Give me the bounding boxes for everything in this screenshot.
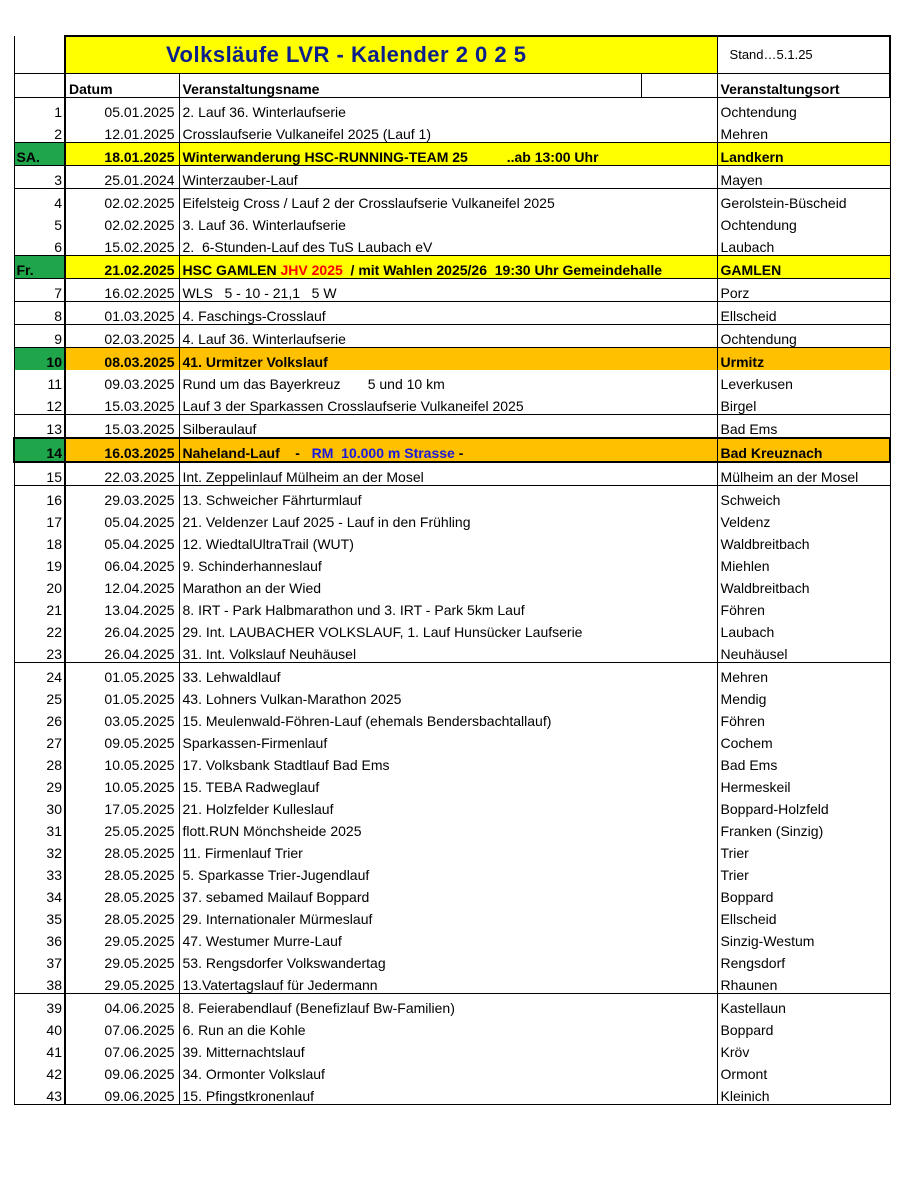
event-name: Crosslaufserie Vulkaneifel 2025 (Lauf 1) <box>179 120 641 143</box>
event-name: 3. Lauf 36. Winterlaufserie <box>182 217 346 233</box>
event-name: 39. Mitternachtslauf <box>182 1044 305 1060</box>
event-location: Ochtendung <box>717 98 890 121</box>
event-name <box>179 438 717 462</box>
table-row <box>14 120 890 143</box>
spacer-cell <box>641 415 717 439</box>
title-spacer <box>14 36 65 74</box>
spacer-cell <box>641 795 717 817</box>
event-name: Eifelsteig Cross / Lauf 2 der Crosslaufserie Vulkaneifel 2025 <box>182 195 555 211</box>
event-location: Mendig <box>717 685 890 707</box>
table-row <box>14 325 890 348</box>
event-name: 9. Schinderhanneslauf <box>182 558 322 574</box>
event-date: 08.03.2025 <box>65 348 179 371</box>
event-name-part: HSC GAMLEN <box>182 262 281 278</box>
event-location: Gerolstein-Büscheid <box>717 189 890 212</box>
table-row <box>14 685 890 707</box>
table-row <box>14 1016 890 1038</box>
table-row <box>14 279 890 302</box>
event-location: Ellscheid <box>717 302 890 325</box>
event-date: 05.04.2025 <box>65 508 179 530</box>
event-name: Lauf 3 der Sparkassen Crosslaufserie Vulkaneifel 2025 <box>179 392 641 415</box>
event-name-part: / mit Wahlen 2025/26 19:30 Uhr Gemeindehalle <box>342 262 663 278</box>
row-number: 22 <box>14 618 65 640</box>
event-name: 17. Volksbank Stadtlauf Bad Ems <box>182 757 390 773</box>
header-place: Veranstaltungsort <box>717 74 890 98</box>
header-num <box>14 74 65 98</box>
event-location: Boppard <box>717 1016 890 1038</box>
event-date: 17.05.2025 <box>65 795 179 817</box>
table-row <box>14 348 890 371</box>
row-number: 36 <box>14 927 65 949</box>
event-date: 03.05.2025 <box>65 707 179 729</box>
event-location: Kastellaun <box>717 994 890 1017</box>
event-date: 05.04.2025 <box>65 530 179 552</box>
row-number: 30 <box>14 795 65 817</box>
spacer-cell <box>641 552 717 574</box>
event-name: 29. Int. LAUBACHER VOLKSLAUF, 1. Lauf Hunsücker Laufserie <box>182 624 583 640</box>
row-number: 35 <box>14 905 65 927</box>
table-row <box>14 462 890 486</box>
spacer-cell <box>641 994 717 1017</box>
event-location: Schweich <box>717 486 890 509</box>
event-name: 11. Firmenlauf Trier <box>182 845 303 861</box>
event-location: Rhaunen <box>717 971 890 994</box>
event-location: Bad Ems <box>717 415 890 439</box>
event-date: 16.02.2025 <box>65 279 179 302</box>
event-name: 53. Rengsdorfer Volkswandertag <box>182 955 386 971</box>
event-name: flott.RUN Mönchsheide 2025 <box>182 823 362 839</box>
event-name: 13.Vatertagslauf für Jedermann <box>179 971 641 994</box>
spacer-cell <box>641 166 717 189</box>
row-number: 28 <box>14 751 65 773</box>
table-row <box>14 370 890 392</box>
event-name: 13. Schweicher Fährturmlauf <box>182 492 362 508</box>
event-name-part: Naheland-Lauf - <box>182 445 312 461</box>
table-row <box>14 256 890 279</box>
table-row <box>14 508 890 530</box>
event-date: 09.06.2025 <box>65 1082 179 1105</box>
table-row <box>14 751 890 773</box>
event-date: 02.03.2025 <box>65 325 179 348</box>
spacer-cell <box>641 486 717 509</box>
event-name: 29. Internationaler Mürmeslauf <box>182 911 373 927</box>
event-date: 02.02.2025 <box>65 211 179 233</box>
table-row <box>14 574 890 596</box>
event-date: 09.03.2025 <box>65 370 179 392</box>
row-number: Fr. <box>14 256 65 279</box>
table-row <box>14 415 890 439</box>
row-number: 23 <box>14 640 65 663</box>
table-row <box>14 663 890 686</box>
event-date: 29.05.2025 <box>65 927 179 949</box>
row-number: 12 <box>14 392 65 415</box>
table-row <box>14 640 890 663</box>
event-date: 13.04.2025 <box>65 596 179 618</box>
spacer-cell <box>641 189 717 212</box>
row-number: 17 <box>14 508 65 530</box>
spacer-cell <box>641 325 717 348</box>
event-location: Mehren <box>717 120 890 143</box>
row-number: 15 <box>14 462 65 486</box>
table-row <box>14 773 890 795</box>
spacer-cell <box>641 640 717 663</box>
event-location: Boppard-Holzfeld <box>717 795 890 817</box>
table-row <box>14 166 890 189</box>
spacer-cell <box>641 883 717 905</box>
event-date: 28.05.2025 <box>65 883 179 905</box>
event-name: 21. Holzfelder Kulleslauf <box>182 801 334 817</box>
event-date: 26.04.2025 <box>65 618 179 640</box>
table-row <box>14 795 890 817</box>
row-number: 34 <box>14 883 65 905</box>
table-row <box>14 486 890 509</box>
event-name: 4. Lauf 36. Winterlaufserie <box>179 325 641 348</box>
event-date: 28.05.2025 <box>65 861 179 883</box>
event-name: 43. Lohners Vulkan-Marathon 2025 <box>182 691 402 707</box>
event-name-highlight: JHV 2025 <box>280 262 343 278</box>
row-number: 38 <box>14 971 65 994</box>
row-number: 9 <box>14 325 65 348</box>
event-date: 05.01.2025 <box>65 98 179 121</box>
spacer-cell <box>641 1060 717 1082</box>
event-location: Landkern <box>717 143 890 166</box>
row-number: 39 <box>14 994 65 1017</box>
event-date: 26.04.2025 <box>65 640 179 663</box>
row-number: 16 <box>14 486 65 509</box>
event-location: Kröv <box>717 1038 890 1060</box>
spacer-cell <box>641 685 717 707</box>
event-location: Mülheim an der Mosel <box>717 462 890 486</box>
spacer-cell <box>641 1082 717 1105</box>
event-location: Waldbreitbach <box>717 574 890 596</box>
row-number: 41 <box>14 1038 65 1060</box>
row-number: 32 <box>14 839 65 861</box>
table-row <box>14 927 890 949</box>
event-date: 16.03.2025 <box>65 438 179 462</box>
row-number: 42 <box>14 1060 65 1082</box>
row-number: 10 <box>14 348 65 371</box>
row-number: 14 <box>14 438 65 462</box>
event-location: Ochtendung <box>717 325 890 348</box>
spacer-cell <box>641 729 717 751</box>
row-number: 21 <box>14 596 65 618</box>
event-name: 34. Ormonter Volkslauf <box>182 1066 325 1082</box>
row-number: 13 <box>14 415 65 439</box>
spacer-cell <box>641 927 717 949</box>
title-row <box>14 36 890 74</box>
event-date: 01.05.2025 <box>65 663 179 686</box>
table-row <box>14 707 890 729</box>
event-name: 47. Westumer Murre-Lauf <box>182 933 342 949</box>
table-row <box>14 392 890 415</box>
event-date: 28.05.2025 <box>65 905 179 927</box>
spacer-cell <box>641 233 717 256</box>
spacer-cell <box>641 98 717 121</box>
event-location: Föhren <box>717 707 890 729</box>
event-name: Int. Zeppelinlauf Mülheim an der Mosel <box>179 462 641 486</box>
event-date: 10.05.2025 <box>65 773 179 795</box>
event-location: Föhren <box>717 596 890 618</box>
table-row <box>14 1060 890 1082</box>
calendar-sheet <box>13 35 889 1105</box>
row-number: 4 <box>14 189 65 212</box>
event-name: 15. TEBA Radweglauf <box>182 779 320 795</box>
event-date: 18.01.2025 <box>65 143 179 166</box>
row-number: 27 <box>14 729 65 751</box>
spacer-cell <box>641 302 717 325</box>
event-location: Bad Kreuznach <box>717 438 890 462</box>
row-number: 3 <box>14 166 65 189</box>
event-location: Porz <box>717 279 890 302</box>
event-date: 28.05.2025 <box>65 839 179 861</box>
row-number: 43 <box>14 1082 65 1105</box>
spacer-cell <box>641 971 717 994</box>
event-name: 8. IRT - Park Halbmarathon und 3. IRT - Park 5km Lauf <box>182 602 525 618</box>
spacer-cell <box>641 949 717 971</box>
row-number: 8 <box>14 302 65 325</box>
spacer-cell <box>641 530 717 552</box>
event-location: Mehren <box>717 663 890 686</box>
table-row <box>14 530 890 552</box>
event-location: GAMLEN <box>717 256 890 279</box>
header-row <box>14 74 890 98</box>
row-number: 40 <box>14 1016 65 1038</box>
page-title: Volksläufe LVR - Kalender 2 0 2 5 <box>65 36 717 74</box>
spacer-cell <box>641 1038 717 1060</box>
event-date: 15.03.2025 <box>65 415 179 439</box>
row-number: 5 <box>14 211 65 233</box>
header-name: Veranstaltungsname <box>179 74 641 98</box>
event-location: Laubach <box>717 233 890 256</box>
spacer-cell <box>641 905 717 927</box>
spacer-cell <box>641 817 717 839</box>
spacer-cell <box>641 751 717 773</box>
event-location: Trier <box>717 839 890 861</box>
event-date: 10.05.2025 <box>65 751 179 773</box>
event-name: 5. Sparkasse Trier-Jugendlauf <box>182 867 370 883</box>
row-number: 2 <box>14 120 65 143</box>
event-date: 09.05.2025 <box>65 729 179 751</box>
event-date: 22.03.2025 <box>65 462 179 486</box>
event-date: 15.02.2025 <box>65 233 179 256</box>
spacer-cell <box>641 596 717 618</box>
table-row <box>14 302 890 325</box>
event-date: 25.05.2025 <box>65 817 179 839</box>
event-name: Sparkassen-Firmenlauf <box>182 735 328 751</box>
spacer-cell <box>641 392 717 415</box>
event-name: 21. Veldenzer Lauf 2025 - Lauf in den Frühling <box>182 514 471 530</box>
event-date: 29.05.2025 <box>65 971 179 994</box>
event-date: 25.01.2024 <box>65 166 179 189</box>
event-date: 06.04.2025 <box>65 552 179 574</box>
spacer-cell <box>641 861 717 883</box>
event-location: Leverkusen <box>717 370 890 392</box>
event-location: Waldbreitbach <box>717 530 890 552</box>
spacer-cell <box>641 773 717 795</box>
table-row <box>14 839 890 861</box>
row-number: SA. <box>14 143 65 166</box>
event-location: Rengsdorf <box>717 949 890 971</box>
spacer-cell <box>641 707 717 729</box>
event-location: Ellscheid <box>717 905 890 927</box>
table-row <box>14 596 890 618</box>
header-gap <box>641 74 717 98</box>
row-number: 31 <box>14 817 65 839</box>
event-name: Winterzauber-Lauf <box>179 166 641 189</box>
event-location: Miehlen <box>717 552 890 574</box>
event-location: Ochtendung <box>717 211 890 233</box>
event-name: 15. Pfingstkronenlauf <box>179 1082 641 1105</box>
event-name: 33. Lehwaldlauf <box>182 669 281 685</box>
row-number: 20 <box>14 574 65 596</box>
event-name: 12. WiedtalUltraTrail (WUT) <box>182 536 354 552</box>
event-location: Neuhäusel <box>717 640 890 663</box>
event-name: 37. sebamed Mailauf Boppard <box>182 889 370 905</box>
event-name: WLS 5 - 10 - 21,1 5 W <box>179 279 641 302</box>
event-date: 07.06.2025 <box>65 1038 179 1060</box>
spacer-cell <box>641 370 717 392</box>
row-number: 37 <box>14 949 65 971</box>
table-row <box>14 233 890 256</box>
spacer-cell <box>641 120 717 143</box>
row-number: 18 <box>14 530 65 552</box>
table-row <box>14 905 890 927</box>
event-date: 15.03.2025 <box>65 392 179 415</box>
event-name: 41. Urmitzer Volkslauf <box>179 348 641 371</box>
event-date: 01.03.2025 <box>65 302 179 325</box>
row-number: 26 <box>14 707 65 729</box>
row-number: 33 <box>14 861 65 883</box>
stand-date: Stand…5.1.25 <box>717 36 890 74</box>
event-location: Kleinich <box>717 1082 890 1105</box>
row-number: 24 <box>14 663 65 686</box>
table-row <box>14 883 890 905</box>
event-location: Sinzig-Westum <box>717 927 890 949</box>
event-name: 31. Int. Volkslauf Neuhäusel <box>179 640 641 663</box>
event-name: 8. Feierabendlauf (Benefizlauf Bw-Familien) <box>182 1000 455 1016</box>
table-row <box>14 861 890 883</box>
spacer-cell <box>641 839 717 861</box>
spacer-cell <box>641 1016 717 1038</box>
event-date: 04.06.2025 <box>65 994 179 1017</box>
event-name <box>179 256 717 279</box>
table-row <box>14 1038 890 1060</box>
spacer-cell <box>641 279 717 302</box>
table-row <box>14 552 890 574</box>
event-name-part: - <box>454 445 464 461</box>
table-row <box>14 98 890 121</box>
event-name: 2. Lauf 36. Winterlaufserie <box>182 104 346 120</box>
row-number: 25 <box>14 685 65 707</box>
table-row <box>14 817 890 839</box>
event-location: Boppard <box>717 883 890 905</box>
table-row <box>14 729 890 751</box>
header-date: Datum <box>65 74 179 98</box>
row-number: 29 <box>14 773 65 795</box>
table-row <box>14 618 890 640</box>
table-row <box>14 189 890 212</box>
event-location: Ormont <box>717 1060 890 1082</box>
table-row <box>14 211 890 233</box>
table-row <box>14 143 890 166</box>
event-date: 09.06.2025 <box>65 1060 179 1082</box>
event-date: 01.05.2025 <box>65 685 179 707</box>
event-location: Hermeskeil <box>717 773 890 795</box>
event-location: Urmitz <box>717 348 890 371</box>
table-row <box>14 994 890 1017</box>
event-date: 02.02.2025 <box>65 189 179 212</box>
event-name: 2. 6-Stunden-Lauf des TuS Laubach eV <box>179 233 641 256</box>
event-date: 12.01.2025 <box>65 120 179 143</box>
table-row <box>14 438 890 462</box>
event-location: Birgel <box>717 392 890 415</box>
event-name: 15. Meulenwald-Föhren-Lauf (ehemals Bendersbachtallauf) <box>182 713 552 729</box>
spacer-cell <box>641 211 717 233</box>
spacer-cell <box>641 663 717 686</box>
event-location: Franken (Sinzig) <box>717 817 890 839</box>
spacer-cell <box>641 348 717 371</box>
event-location: Laubach <box>717 618 890 640</box>
event-date: 21.02.2025 <box>65 256 179 279</box>
table-row <box>14 971 890 994</box>
event-date: 07.06.2025 <box>65 1016 179 1038</box>
spacer-cell <box>641 508 717 530</box>
event-location: Mayen <box>717 166 890 189</box>
event-table <box>13 35 891 1105</box>
row-number: 1 <box>14 98 65 121</box>
event-location: Veldenz <box>717 508 890 530</box>
event-date: 12.04.2025 <box>65 574 179 596</box>
event-location: Bad Ems <box>717 751 890 773</box>
row-number: 11 <box>14 370 65 392</box>
event-name: 6. Run an die Kohle <box>182 1022 306 1038</box>
spacer-cell <box>641 574 717 596</box>
event-name: Marathon an der Wied <box>182 580 322 596</box>
table-row <box>14 1082 890 1105</box>
event-date: 29.03.2025 <box>65 486 179 509</box>
spacer-cell <box>641 618 717 640</box>
event-location: Trier <box>717 861 890 883</box>
event-name: Winterwanderung HSC-RUNNING-TEAM 25 ..ab 13:00 Uhr <box>179 143 717 166</box>
event-name: Silberaulauf <box>179 415 641 439</box>
row-number: 19 <box>14 552 65 574</box>
event-name: 4. Faschings-Crosslauf <box>179 302 641 325</box>
table-row <box>14 949 890 971</box>
row-number: 6 <box>14 233 65 256</box>
event-name: Rund um das Bayerkreuz 5 und 10 km <box>182 376 445 392</box>
event-date: 29.05.2025 <box>65 949 179 971</box>
event-location: Cochem <box>717 729 890 751</box>
spacer-cell <box>641 462 717 486</box>
event-name-highlight: RM 10.000 m Strasse <box>311 445 455 461</box>
row-number: 7 <box>14 279 65 302</box>
